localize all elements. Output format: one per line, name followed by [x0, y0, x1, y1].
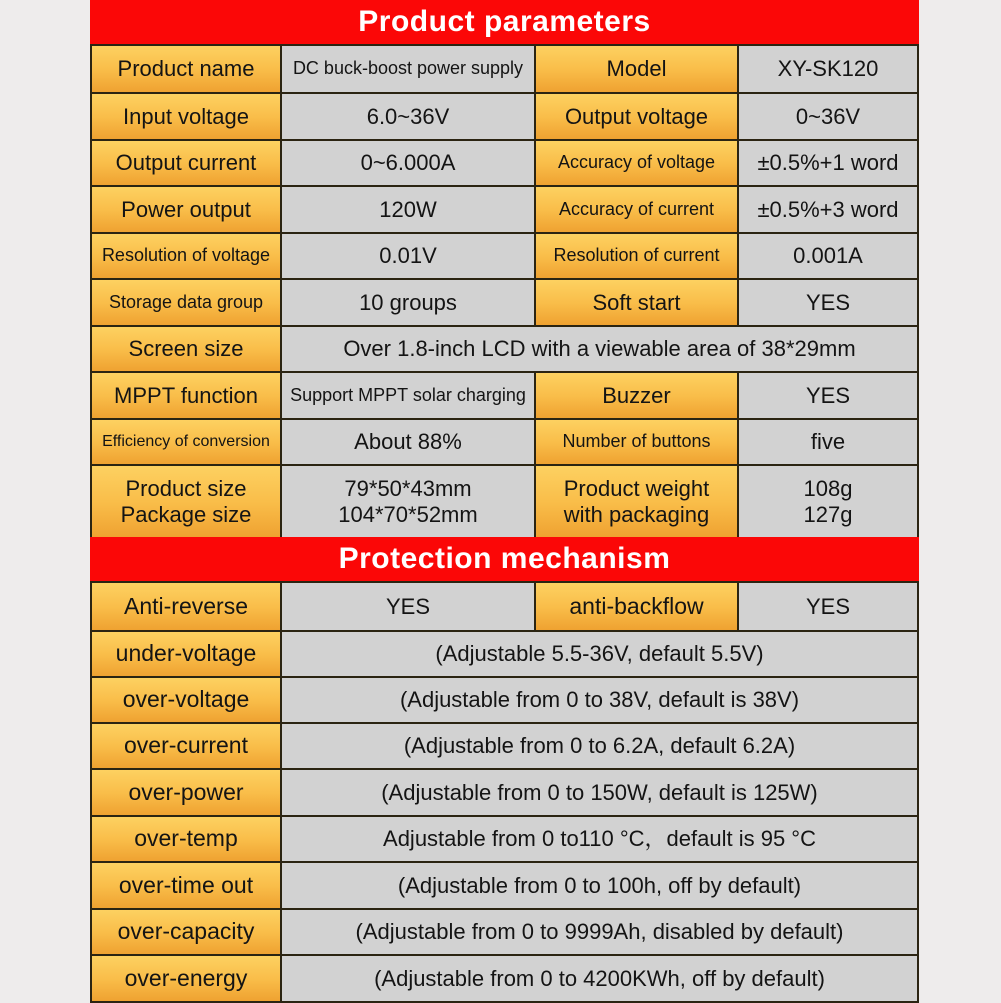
resolution-voltage-value: 0.01V — [280, 232, 534, 278]
storage-data-group-value: 10 groups — [280, 278, 534, 325]
under-voltage-value: (Adjustable 5.5-36V, default 5.5V) — [280, 630, 917, 676]
over-temp-label: over-temp — [90, 815, 280, 861]
product-size-value-line: 79*50*43mm — [344, 475, 472, 501]
number-of-buttons-label: Number of buttons — [534, 418, 737, 464]
mppt-function-label: MPPT function — [90, 371, 280, 418]
over-timeout-value: (Adjustable from 0 to 100h, off by default) — [280, 861, 917, 908]
under-voltage-label: under-voltage — [90, 630, 280, 676]
input-voltage-value: 6.0~36V — [280, 92, 534, 139]
anti-reverse-value: YES — [280, 581, 534, 630]
screen-size-label: Screen size — [90, 325, 280, 371]
over-capacity-label: over-capacity — [90, 908, 280, 954]
product-weight-line: Product weight — [563, 475, 710, 501]
output-voltage-label: Output voltage — [534, 92, 737, 139]
over-timeout-label: over-time out — [90, 861, 280, 908]
accuracy-voltage-label: Accuracy of voltage — [534, 139, 737, 185]
product-name-label: Product name — [90, 44, 280, 92]
over-energy-value: (Adjustable from 0 to 4200KWh, off by default) — [280, 954, 917, 1001]
product-name-value: DC buck-boost power supply — [280, 44, 534, 92]
with-packaging-line: with packaging — [563, 501, 710, 527]
mppt-function-value: Support MPPT solar charging — [280, 371, 534, 418]
screen-size-value: Over 1.8-inch LCD with a viewable area of 38*29mm — [280, 325, 917, 371]
product-weight-value — [737, 464, 917, 537]
output-current-label: Output current — [90, 139, 280, 185]
product-package-size-label — [90, 464, 280, 537]
efficiency-label: Efficiency of conversion — [90, 418, 280, 464]
over-current-value: (Adjustable from 0 to 6.2A, default 6.2A) — [280, 722, 917, 768]
anti-reverse-label: Anti-reverse — [90, 581, 280, 630]
soft-start-label: Soft start — [534, 278, 737, 325]
anti-backflow-value: YES — [737, 581, 917, 630]
efficiency-value: About 88% — [280, 418, 534, 464]
product-weight-value-line: 108g — [803, 475, 853, 501]
over-power-label: over-power — [90, 768, 280, 815]
package-size-line: Package size — [120, 501, 252, 527]
product-parameters-grid — [90, 44, 919, 537]
over-temp-value: Adjustable from 0 to110 °C，default is 95 °C — [280, 815, 917, 861]
number-of-buttons-value: five — [737, 418, 917, 464]
resolution-current-value: 0.001A — [737, 232, 917, 278]
output-current-value: 0~6.000A — [280, 139, 534, 185]
section-title-protection-mechanism: Protection mechanism — [90, 537, 919, 581]
resolution-current-label: Resolution of current — [534, 232, 737, 278]
accuracy-voltage-value: ±0.5%+1 word — [737, 139, 917, 185]
buzzer-value: YES — [737, 371, 917, 418]
over-capacity-value: (Adjustable from 0 to 9999Ah, disabled by default) — [280, 908, 917, 954]
product-weight-label — [534, 464, 737, 537]
anti-backflow-label: anti-backflow — [534, 581, 737, 630]
resolution-voltage-label: Resolution of voltage — [90, 232, 280, 278]
model-value: XY-SK120 — [737, 44, 917, 92]
product-size-line: Product size — [125, 475, 247, 501]
packaging-weight-value-line: 127g — [803, 501, 853, 527]
product-spec-table — [90, 0, 919, 1003]
over-energy-label: over-energy — [90, 954, 280, 1001]
package-size-value-line: 104*70*52mm — [338, 501, 478, 527]
over-voltage-value: (Adjustable from 0 to 38V, default is 38V) — [280, 676, 917, 722]
over-voltage-label: over-voltage — [90, 676, 280, 722]
output-voltage-value: 0~36V — [737, 92, 917, 139]
input-voltage-label: Input voltage — [90, 92, 280, 139]
product-package-size-value — [280, 464, 534, 537]
storage-data-group-label: Storage data group — [90, 278, 280, 325]
section-title-product-parameters: Product parameters — [90, 0, 919, 44]
power-output-value: 120W — [280, 185, 534, 232]
power-output-label: Power output — [90, 185, 280, 232]
accuracy-current-value: ±0.5%+3 word — [737, 185, 917, 232]
model-label: Model — [534, 44, 737, 92]
buzzer-label: Buzzer — [534, 371, 737, 418]
soft-start-value: YES — [737, 278, 917, 325]
protection-mechanism-grid — [90, 581, 919, 1003]
over-current-label: over-current — [90, 722, 280, 768]
accuracy-current-label: Accuracy of current — [534, 185, 737, 232]
over-power-value: (Adjustable from 0 to 150W, default is 125W) — [280, 768, 917, 815]
